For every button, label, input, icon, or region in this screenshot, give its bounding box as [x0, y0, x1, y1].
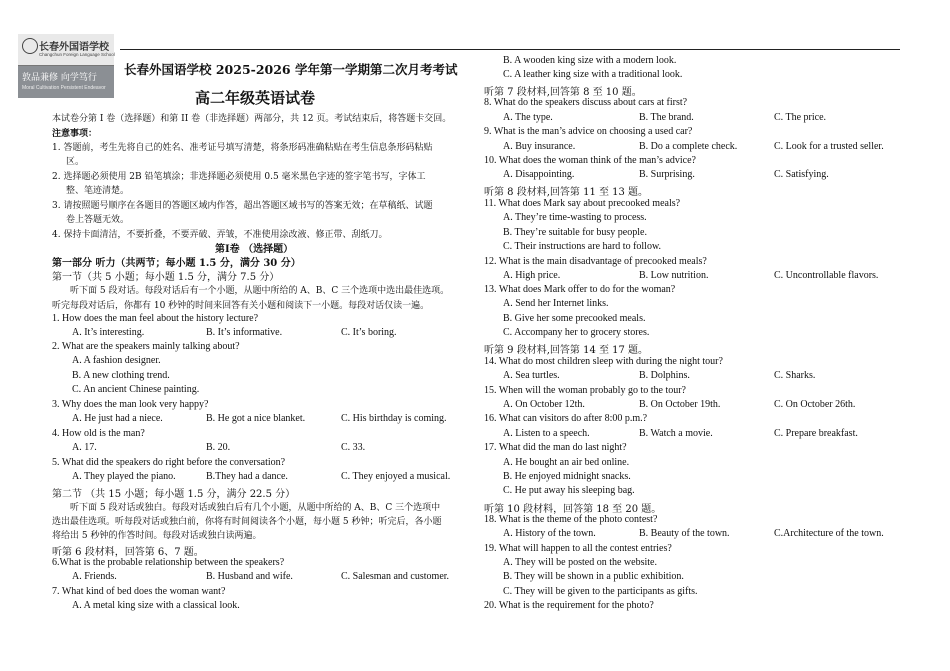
intro-text: 本试卷分第 I 卷（选择题）和第 II 卷（非选择题）两部分，共 12 页。考试结束后，将答题卡交回。 [52, 114, 452, 124]
question-4: 4. How old is the man? [52, 428, 145, 439]
q3-option-c: C. His birthday is coming. [341, 413, 447, 424]
question-6: 6.What is the probable relationship between the speakers? [52, 557, 285, 568]
q4-option-b: B. 20. [206, 442, 231, 453]
question-8: 8. What do the speakers discuss about cars at first? [484, 97, 688, 108]
notice-heading: 注意事项： [52, 129, 98, 139]
material-7-heading: 听第 7 段材料,回答第 8 至 10 题。 [484, 87, 642, 98]
school-seal-icon [22, 38, 38, 54]
q1-option-c: C. It’s boring. [341, 327, 397, 338]
material-9-heading: 听第 9 段材料,回答第 14 至 17 题。 [484, 345, 649, 356]
q16-option-b: B. Watch a movie. [639, 428, 713, 439]
question-19: 19. What will happen to all the contest entries? [484, 543, 672, 554]
q18-option-b: B. Beauty of the town. [639, 528, 730, 539]
q9-option-c: C. Look for a trusted seller. [774, 141, 884, 152]
q15-option-c: C. On October 26th. [774, 399, 856, 410]
notice-3b: 卷上答题无效。 [66, 215, 130, 225]
question-16: 16. What can visitors do after 8:00 p.m.? [484, 413, 648, 424]
section2-instruction-c: 将给出 5 秒钟的作答时间。每段对话或独白读两遍。 [52, 531, 262, 541]
school-title: 长春外国语学校 2025-2026 学年第一学期第二次月考考试 [124, 62, 458, 77]
section2-instruction-b: 选出最佳选项。听每段对话或独白前，你将有时间阅读各个小题，每小题 5 秒钟；听完后，各小题 [52, 517, 442, 527]
question-18: 18. What is the theme of the photo contest? [484, 514, 658, 525]
q6-option-c: C. Salesman and customer. [341, 571, 450, 582]
material-8-heading: 听第 8 段材料,回答第 11 至 13 题。 [484, 187, 649, 198]
q6-option-b: B. Husband and wife. [206, 571, 293, 582]
q11-option-b: B. They’re suitable for busy people. [503, 227, 647, 238]
q4-option-c: C. 33. [341, 442, 366, 453]
q16-option-c: C. Prepare breakfast. [774, 428, 858, 439]
q15-option-a: A. On October 12th. [503, 399, 585, 410]
q19-option-b: B. They will be shown in a public exhibition. [503, 571, 684, 582]
q9-option-a: A. Buy insurance. [503, 141, 576, 152]
question-20: 20. What is the requirement for the photo? [484, 600, 654, 611]
q2-option-b: B. A new clothing trend. [72, 370, 170, 381]
q5-option-a: A. They played the piano. [72, 471, 176, 482]
material-6-heading: 听第 6 段材料，回答第 6、7 题。 [52, 547, 204, 558]
question-15: 15. When will the woman probably go to the tour? [484, 385, 686, 396]
question-14: 14. What do most children sleep with during the night tour? [484, 356, 723, 367]
q8-option-a: A. The type. [503, 112, 553, 123]
q12-option-b: B. Low nutrition. [639, 270, 709, 281]
question-10: 10. What does the woman think of the man’s advice? [484, 155, 696, 166]
q14-option-b: B. Dolphins. [639, 370, 690, 381]
section1-instruction-b: 听完每段对话后，你都有 10 秒钟的时间来回答有关小题和阅读下一小题。每段对话仅读一遍。 [52, 301, 430, 311]
q13-option-c: C. Accompany her to grocery stores. [503, 327, 650, 338]
part1-heading: 第一部分 听力（共两节；每小题 1.5 分，满分 30 分） [52, 258, 301, 269]
question-12: 12. What is the main disadvantage of precooked meals? [484, 256, 707, 267]
q3-option-b: B. He got a nice blanket. [206, 413, 306, 424]
q11-option-c: C. Their instructions are hard to follow. [503, 241, 662, 252]
q10-option-c: C. Satisfying. [774, 169, 829, 180]
q6-option-a: A. Friends. [72, 571, 117, 582]
notice-1a: 1. 答题前，考生先将自己的姓名、准考证号填写清楚，将条形码准确粘贴在考生信息条形码粘贴 [52, 143, 433, 153]
q1-option-b: B. It’s informative. [206, 327, 283, 338]
section2-heading: 第二节 （共 15 小题；每小题 1.5 分，满分 22.5 分） [52, 489, 296, 500]
question-3: 3. Why does the man look very happy? [52, 399, 209, 410]
question-2: 2. What are the speakers mainly talking about? [52, 341, 240, 352]
section1-heading: 第一节（共 5 小题；每小题 1.5 分，满分 7.5 分） [52, 272, 280, 283]
q10-option-a: A. Disappointing. [503, 169, 575, 180]
notice-1b: 区。 [66, 157, 85, 167]
question-5: 5. What did the speakers do right before the conversation? [52, 457, 286, 468]
q16-option-a: A. Listen to a speech. [503, 428, 590, 439]
volume1-heading: 第Ⅰ卷 （选择题） [215, 244, 294, 255]
q13-option-a: A. Send her Internet links. [503, 298, 609, 309]
q18-option-c: C.Architecture of the town. [774, 528, 884, 539]
school-logo [18, 34, 114, 98]
q1-option-a: A. It’s interesting. [72, 327, 145, 338]
q8-option-b: B. The brand. [639, 112, 694, 123]
q2-option-c: C. An ancient Chinese painting. [72, 384, 200, 395]
logo-top [18, 34, 114, 66]
q12-option-a: A. High price. [503, 270, 561, 281]
logo-motto: 敦品兼修 向学笃行 [22, 73, 97, 83]
q15-option-b: B. On October 19th. [639, 399, 721, 410]
question-1: 1. How does the man feel about the history lecture? [52, 313, 259, 324]
q19-option-c: C. They will be given to the participants as gifts. [503, 586, 698, 597]
q14-option-c: C. Sharks. [774, 370, 816, 381]
q7-option-a: A. A metal king size with a classical look. [72, 600, 240, 611]
q17-option-a: A. He bought an air bed online. [503, 457, 630, 468]
q17-option-b: B. He enjoyed midnight snacks. [503, 471, 631, 482]
notice-4: 4. 保持卡面清洁，不要折叠，不要弄破、弄皱，不准使用涂改液、修正带、刮纸刀。 [52, 230, 388, 240]
q11-option-a: A. They’re time-wasting to process. [503, 212, 647, 223]
logo-english-name: Changchun Foreign Language School [39, 52, 115, 57]
q13-option-b: B. Give her some precooked meals. [503, 313, 646, 324]
q8-option-c: C. The price. [774, 112, 827, 123]
exam-title: 高二年级英语试卷 [195, 89, 316, 107]
q12-option-c: C. Uncontrollable flavors. [774, 270, 879, 281]
logo-motto-en: Moral Cultivation Persistent Endeavor [22, 85, 106, 91]
q10-option-b: B. Surprising. [639, 169, 695, 180]
notice-2a: 2. 选择题必须使用 2B 铅笔填涂；非选择题必须使用 0.5 毫米黑色字迹的签字笔书写，字体工 [52, 172, 426, 182]
section2-instruction-a: 听下面 5 段对话或独白。每段对话或独白后有几个小题，从题中所给的 A、B、C 三个选项中 [70, 503, 441, 513]
question-11: 11. What does Mark say about precooked meals? [484, 198, 681, 209]
q9-option-b: B. Do a complete check. [639, 141, 738, 152]
q5-option-c: C. They enjoyed a musical. [341, 471, 451, 482]
q3-option-a: A. He just had a niece. [72, 413, 163, 424]
question-9: 9. What is the man’s advice on choosing a used car? [484, 126, 693, 137]
notice-2b: 整、笔迹清楚。 [66, 186, 130, 196]
q17-option-c: C. He put away his sleeping bag. [503, 485, 635, 496]
header-rule [120, 49, 900, 50]
section1-instruction-a: 听下面 5 段对话。每段对话后有一个小题，从题中所给的 A、B、C 三个选项中选出最佳选项。 [70, 286, 450, 296]
logo-chinese-name: 长春外国语学校 [39, 42, 109, 53]
q7-option-c: C. A leather king size with a traditional look. [503, 69, 683, 80]
question-7: 7. What kind of bed does the woman want? [52, 586, 226, 597]
question-13: 13. What does Mark offer to do for the woman? [484, 284, 676, 295]
q14-option-a: A. Sea turtles. [503, 370, 560, 381]
q4-option-a: A. 17. [72, 442, 97, 453]
q7-option-b: B. A wooden king size with a modern look. [503, 55, 677, 66]
notice-3a: 3. 请按照题号顺序在各题目的答题区域内作答，超出答题区域书写的答案无效；在草稿纸、试题 [52, 201, 433, 211]
question-17: 17. What did the man do last night? [484, 442, 627, 453]
q5-option-b: B.They had a dance. [206, 471, 288, 482]
material-10-heading: 听第 10 段材料，回答第 18 至 20 题。 [484, 504, 662, 515]
q2-option-a: A. A fashion designer. [72, 355, 161, 366]
q19-option-a: A. They will be posted on the website. [503, 557, 657, 568]
q18-option-a: A. History of the town. [503, 528, 596, 539]
